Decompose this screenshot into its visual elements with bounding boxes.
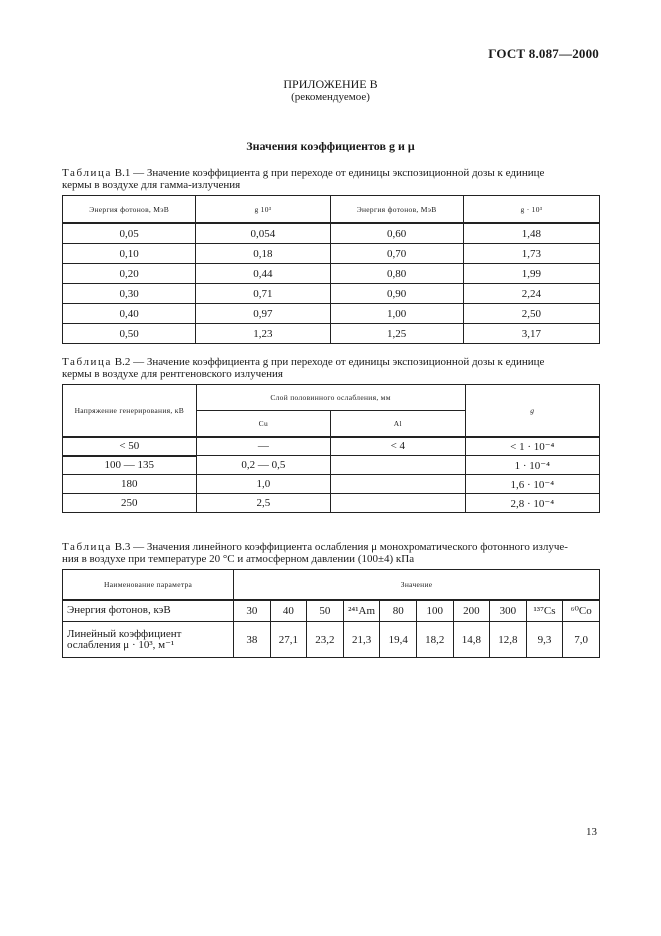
table3-coef-label: Линейный коэффициент ослабления μ · 10³, м⁻¹ [63, 622, 234, 658]
table2-header-voltage: Напряжение генерирования, кВ [63, 385, 197, 437]
table3-caption-line2: ния в воздухе при температуре 20 °С и атмосферном давлении (100±4) кПа [62, 553, 415, 565]
table-cell: 2,24 [463, 284, 599, 304]
table-cell: — [196, 437, 330, 456]
table-cell: 1,0 [196, 475, 330, 494]
table1-caption-line2: кермы в воздухе для гамма-излучения [62, 179, 241, 191]
table1-header-cell: g · 10³ [463, 196, 599, 224]
table-cell: 12,8 [490, 622, 527, 658]
table-cell [331, 456, 465, 475]
table3 [62, 569, 600, 658]
table-cell: 0,70 [330, 244, 463, 264]
table1-header-cell: Энергия фотонов, МэВ [63, 196, 196, 224]
table-cell: 50 [307, 600, 344, 622]
table-row [63, 324, 600, 344]
table-cell: 38 [234, 622, 270, 658]
table-cell: 0,10 [63, 244, 196, 264]
table-cell: 0,60 [330, 223, 463, 244]
table2-caption-prefix: Таблица [62, 356, 112, 368]
table-cell: 14,8 [453, 622, 490, 658]
table-row [63, 622, 600, 658]
table1-caption [62, 167, 602, 191]
table-row [63, 304, 600, 324]
table-cell: ⁶⁰Co [563, 600, 600, 622]
table1-caption-text: В.1 — Значение коэффициента g при переходе от единицы экспозиционной дозы к единице [112, 167, 545, 179]
table1-caption-prefix: Таблица [62, 167, 112, 179]
table2-caption [62, 356, 602, 380]
table-cell: 300 [490, 600, 527, 622]
table-cell: < 50 [63, 437, 197, 456]
table-cell: 2,5 [196, 494, 330, 513]
table-cell: 40 [270, 600, 307, 622]
table-cell: 0,80 [330, 264, 463, 284]
table-cell: < 1 · 10⁻⁴ [465, 437, 599, 456]
table-row [63, 437, 600, 456]
table-cell: 1,23 [196, 324, 330, 344]
table-cell: 100 — 135 [63, 456, 197, 475]
table-cell: 2,8 · 10⁻⁴ [465, 494, 599, 513]
table-cell: ¹³⁷Cs [526, 600, 563, 622]
table-cell: 100 [417, 600, 454, 622]
table-cell: 18,2 [417, 622, 454, 658]
table-cell: 200 [453, 600, 490, 622]
table3-caption-prefix: Таблица [62, 541, 112, 553]
table3-energy-label: Энергия фотонов, кэВ [63, 600, 234, 622]
appendix-heading [0, 78, 661, 104]
table-cell [331, 494, 465, 513]
table3-caption-text: В.3 — Значения линейного коэффициента ослабления μ монохроматического фотонного излуче- [112, 541, 568, 553]
table-cell: 0,30 [63, 284, 196, 304]
table-cell: 0,40 [63, 304, 196, 324]
table2-header-al: Al [331, 411, 465, 437]
table-cell: 2,50 [463, 304, 599, 324]
table2-caption-line2: кермы в воздухе для рентгеновского излучения [62, 368, 283, 380]
table-row [63, 456, 600, 475]
table-row [63, 244, 600, 264]
table-cell: 0,71 [196, 284, 330, 304]
table-row [63, 475, 600, 494]
table-cell: 0,2 — 0,5 [196, 456, 330, 475]
table2-header-layer: Слой половинного ослабления, мм [196, 385, 465, 411]
table-cell: 0,18 [196, 244, 330, 264]
table-cell: 1,73 [463, 244, 599, 264]
table-cell: 1,00 [330, 304, 463, 324]
table-cell [331, 475, 465, 494]
table2-header-cu: Cu [196, 411, 330, 437]
table-cell: 80 [380, 600, 417, 622]
table3-header-value: Значение [234, 570, 600, 600]
table-cell: 1,48 [463, 223, 599, 244]
table-cell: 0,20 [63, 264, 196, 284]
table-cell: 0,97 [196, 304, 330, 324]
table-cell: 19,4 [380, 622, 417, 658]
table2-caption-text: В.2 — Значение коэффициента g при переходе от единицы экспозиционной дозы к единице [112, 356, 545, 368]
table-cell: 1 · 10⁻⁴ [465, 456, 599, 475]
table-cell: 0,05 [63, 223, 196, 244]
table2-header-g-text: g [530, 405, 535, 415]
table-cell: 23,2 [307, 622, 344, 658]
table-row [63, 223, 600, 244]
table-row [63, 264, 600, 284]
appendix-title: ПРИЛОЖЕНИЕ В [283, 77, 378, 91]
table-cell: 180 [63, 475, 197, 494]
table-cell: < 4 [331, 437, 465, 456]
appendix-subtitle: (рекомендуемое) [291, 91, 370, 103]
table-cell: 250 [63, 494, 197, 513]
standard-number: ГОСТ 8.087—2000 [488, 46, 599, 61]
table2 [62, 384, 600, 513]
table-cell: 0,50 [63, 324, 196, 344]
table-cell: 0,054 [196, 223, 330, 244]
table-row [63, 284, 600, 304]
table-cell: 0,90 [330, 284, 463, 304]
table-cell: 0,44 [196, 264, 330, 284]
section-title: Значения коэффициентов g и μ [246, 139, 415, 153]
table-cell: 3,17 [463, 324, 599, 344]
table3-caption [62, 541, 602, 565]
page-number: 13 [586, 826, 597, 838]
table-row [63, 494, 600, 513]
table-cell: ²⁴¹Am [343, 600, 380, 622]
table2-header-g [465, 385, 599, 437]
table-cell: 27,1 [270, 622, 307, 658]
table1 [62, 195, 600, 344]
table-cell: 30 [234, 600, 270, 622]
table3-header-param: Наименование параметра [63, 570, 234, 600]
table-row [63, 600, 600, 622]
table1-header-cell: Энергия фотонов, МэВ [330, 196, 463, 224]
table-cell: 1,99 [463, 264, 599, 284]
table1-header-cell: g 10³ [196, 196, 330, 224]
table-cell: 1,25 [330, 324, 463, 344]
table-cell: 1,6 · 10⁻⁴ [465, 475, 599, 494]
table-cell: 7,0 [563, 622, 600, 658]
table-cell: 21,3 [343, 622, 380, 658]
table-cell: 9,3 [526, 622, 563, 658]
